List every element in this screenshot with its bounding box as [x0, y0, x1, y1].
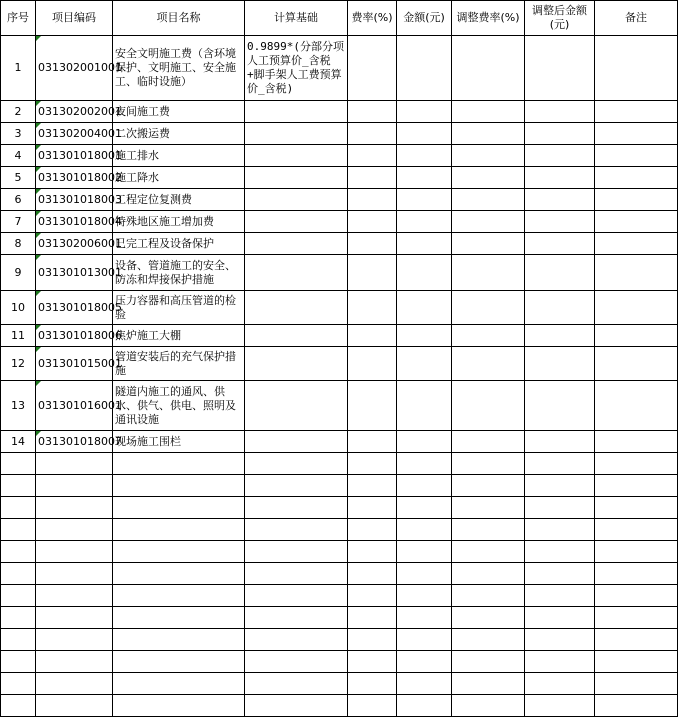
empty-row — [1, 541, 678, 563]
cell-adj-amount[interactable] — [525, 347, 595, 381]
comment-marker-icon — [36, 145, 41, 150]
header-basis[interactable]: 计算基础 — [245, 1, 348, 36]
cell-rate[interactable] — [348, 167, 397, 189]
empty-cell[interactable] — [595, 453, 678, 475]
cell-code[interactable] — [36, 291, 122, 325]
cell-rate[interactable] — [348, 291, 397, 325]
cell-code[interactable] — [36, 255, 122, 291]
cell-code-text: 031301018004 — [38, 214, 122, 228]
cell-rate[interactable] — [348, 123, 397, 145]
cell-adj-amount[interactable] — [525, 167, 595, 189]
cell-name[interactable]: 二次搬运费 — [113, 123, 245, 145]
cell-amount[interactable] — [397, 233, 452, 255]
empty-cell[interactable] — [595, 695, 678, 717]
empty-cell[interactable] — [452, 563, 525, 585]
cell-adj-rate[interactable] — [452, 211, 525, 233]
cell-rate[interactable] — [348, 325, 397, 347]
cell-adj-amount[interactable] — [525, 291, 595, 325]
cell-code-text: 031302001001 — [38, 61, 122, 74]
empty-cell[interactable] — [397, 651, 452, 673]
table-row — [1, 431, 678, 453]
cell-note[interactable] — [595, 291, 678, 325]
empty-cell[interactable] — [36, 519, 113, 541]
empty-cell[interactable] — [245, 475, 348, 497]
cell-code[interactable] — [36, 347, 122, 381]
empty-row — [1, 519, 678, 541]
cell-adj-amount[interactable] — [525, 325, 595, 347]
table-row — [1, 255, 678, 291]
empty-cell[interactable] — [1, 695, 36, 717]
empty-cell[interactable] — [595, 541, 678, 563]
cell-code[interactable] — [36, 167, 122, 189]
cell-rate[interactable] — [348, 255, 397, 291]
empty-cell[interactable] — [245, 563, 348, 585]
cell-amount[interactable] — [397, 431, 452, 453]
empty-cell[interactable] — [113, 695, 245, 717]
cell-adj-rate[interactable] — [452, 167, 525, 189]
cell-code[interactable] — [36, 211, 122, 233]
cell-adj-rate[interactable] — [452, 189, 525, 211]
cell-name[interactable]: 压力容器和高压管道的检验 — [113, 291, 245, 325]
cell-amount[interactable] — [397, 291, 452, 325]
empty-cell[interactable] — [1, 497, 36, 519]
cell-basis[interactable] — [245, 291, 348, 325]
cell-note[interactable] — [595, 145, 678, 167]
cell-name[interactable]: 焦炉施工大棚 — [113, 325, 245, 347]
comment-marker-icon — [36, 381, 41, 386]
empty-cell[interactable] — [348, 519, 397, 541]
empty-cell[interactable] — [113, 673, 245, 695]
header-amount[interactable]: 金额(元) — [397, 1, 452, 36]
empty-cell[interactable] — [397, 607, 452, 629]
cell-seq[interactable]: 14 — [1, 431, 36, 453]
header-name[interactable]: 项目名称 — [113, 1, 245, 36]
cell-seq[interactable]: 5 — [1, 167, 36, 189]
empty-cell[interactable] — [36, 453, 113, 475]
table-row — [1, 291, 678, 325]
table-row — [1, 233, 678, 255]
header-code[interactable]: 项目编码 — [36, 1, 113, 36]
comment-marker-icon — [36, 101, 41, 106]
empty-cell[interactable] — [397, 453, 452, 475]
cell-seq[interactable]: 8 — [1, 233, 36, 255]
empty-cell[interactable] — [452, 673, 525, 695]
cell-code-text: 031301015001 — [38, 356, 122, 370]
cell-adj-rate[interactable] — [452, 233, 525, 255]
cell-name[interactable]: 现场施工围栏 — [113, 431, 245, 453]
empty-cell[interactable] — [525, 541, 595, 563]
empty-cell[interactable] — [245, 453, 348, 475]
header-seq[interactable]: 序号 — [1, 1, 36, 36]
cell-adj-amount[interactable] — [525, 211, 595, 233]
empty-cell[interactable] — [452, 629, 525, 651]
empty-cell[interactable] — [595, 563, 678, 585]
cell-name[interactable]: 隧道内施工的通风、供水、供气、供电、照明及通讯设施 — [113, 381, 245, 431]
comment-marker-icon — [36, 255, 41, 260]
empty-cell[interactable] — [348, 541, 397, 563]
table-row — [1, 123, 678, 145]
cell-note[interactable] — [595, 233, 678, 255]
cell-rate[interactable] — [348, 211, 397, 233]
cell-code-text: 031301018001 — [38, 148, 122, 162]
empty-cell[interactable] — [113, 475, 245, 497]
cell-seq[interactable]: 7 — [1, 211, 36, 233]
cell-adj-amount[interactable] — [525, 101, 595, 123]
cell-amount[interactable] — [397, 189, 452, 211]
empty-row — [1, 651, 678, 673]
empty-cell[interactable] — [595, 629, 678, 651]
empty-cell[interactable] — [348, 695, 397, 717]
comment-marker-icon — [36, 291, 41, 296]
cell-name[interactable]: 夜间施工费 — [113, 101, 245, 123]
cell-rate[interactable] — [348, 233, 397, 255]
empty-cell[interactable] — [348, 651, 397, 673]
empty-cell[interactable] — [1, 519, 36, 541]
cell-rate[interactable] — [348, 381, 397, 431]
cell-seq[interactable]: 13 — [1, 381, 36, 431]
header-adj-amount[interactable]: 调整后金额(元) — [525, 1, 595, 36]
cell-adj-rate[interactable] — [452, 325, 525, 347]
cell-adj-rate[interactable] — [452, 123, 525, 145]
empty-row — [1, 563, 678, 585]
cell-basis[interactable] — [245, 255, 348, 291]
empty-row — [1, 607, 678, 629]
cell-note[interactable] — [595, 123, 678, 145]
cell-basis[interactable] — [245, 123, 348, 145]
cell-adj-amount[interactable] — [525, 36, 595, 101]
cell-code[interactable] — [36, 36, 122, 101]
cell-basis[interactable] — [245, 381, 348, 431]
cell-adj-rate[interactable] — [452, 347, 525, 381]
empty-cell[interactable] — [245, 585, 348, 607]
cell-seq[interactable]: 2 — [1, 101, 36, 123]
cell-note[interactable] — [595, 189, 678, 211]
empty-cell[interactable] — [525, 695, 595, 717]
cell-code[interactable] — [36, 325, 122, 347]
cell-seq[interactable]: 11 — [1, 325, 36, 347]
cell-note[interactable] — [595, 167, 678, 189]
empty-row — [1, 629, 678, 651]
empty-cell[interactable] — [397, 695, 452, 717]
empty-cell[interactable] — [113, 519, 245, 541]
table-row — [1, 36, 678, 101]
empty-cell[interactable] — [348, 475, 397, 497]
empty-cell[interactable] — [595, 497, 678, 519]
cell-seq[interactable]: 1 — [1, 36, 36, 101]
empty-cell[interactable] — [1, 453, 36, 475]
empty-cell[interactable] — [113, 607, 245, 629]
cell-amount[interactable] — [397, 211, 452, 233]
cell-adj-rate[interactable] — [452, 431, 525, 453]
cell-seq[interactable]: 10 — [1, 291, 36, 325]
empty-cell[interactable] — [348, 497, 397, 519]
empty-cell[interactable] — [36, 695, 113, 717]
table-row — [1, 325, 678, 347]
comment-marker-icon — [36, 347, 41, 352]
comment-marker-icon — [36, 431, 41, 436]
cell-code-text: 031301013001 — [38, 265, 122, 279]
cell-code-text: 031301018005 — [38, 300, 122, 314]
cell-name[interactable]: 已完工程及设备保护 — [113, 233, 245, 255]
empty-row — [1, 585, 678, 607]
empty-cell[interactable] — [1, 673, 36, 695]
empty-cell[interactable] — [1, 585, 36, 607]
empty-cell[interactable] — [595, 607, 678, 629]
empty-cell[interactable] — [113, 541, 245, 563]
cell-note[interactable] — [595, 255, 678, 291]
cell-rate[interactable] — [348, 189, 397, 211]
cell-adj-rate[interactable] — [452, 145, 525, 167]
empty-cell[interactable] — [525, 585, 595, 607]
cell-code[interactable] — [36, 431, 122, 453]
cell-amount[interactable] — [397, 325, 452, 347]
empty-cell[interactable] — [36, 629, 113, 651]
empty-cell[interactable] — [397, 475, 452, 497]
cell-adj-rate[interactable] — [452, 36, 525, 101]
empty-cell[interactable] — [595, 673, 678, 695]
cell-name[interactable]: 工程定位复测费 — [113, 189, 245, 211]
cell-basis[interactable] — [245, 347, 348, 381]
empty-cell[interactable] — [113, 651, 245, 673]
empty-cell[interactable] — [245, 497, 348, 519]
comment-marker-icon — [36, 233, 41, 238]
cell-amount[interactable] — [397, 255, 452, 291]
empty-cell[interactable] — [525, 607, 595, 629]
empty-cell[interactable] — [36, 563, 113, 585]
empty-cell[interactable] — [245, 651, 348, 673]
cell-note[interactable] — [595, 211, 678, 233]
empty-cell[interactable] — [525, 519, 595, 541]
cell-note[interactable] — [595, 36, 678, 101]
empty-cell[interactable] — [595, 475, 678, 497]
empty-cell[interactable] — [525, 673, 595, 695]
empty-row — [1, 497, 678, 519]
table-row — [1, 101, 678, 123]
cell-seq[interactable]: 4 — [1, 145, 36, 167]
cell-adj-rate[interactable] — [452, 101, 525, 123]
empty-cell[interactable] — [36, 475, 113, 497]
empty-cell[interactable] — [113, 563, 245, 585]
cell-code[interactable] — [36, 101, 122, 123]
empty-cell[interactable] — [245, 673, 348, 695]
empty-row — [1, 475, 678, 497]
empty-cell[interactable] — [452, 607, 525, 629]
empty-cell[interactable] — [348, 673, 397, 695]
cell-code[interactable] — [36, 381, 122, 431]
cell-adj-amount[interactable] — [525, 381, 595, 431]
empty-cell[interactable] — [452, 651, 525, 673]
cell-amount[interactable] — [397, 123, 452, 145]
cell-amount[interactable] — [397, 101, 452, 123]
comment-marker-icon — [36, 36, 41, 41]
cell-code[interactable] — [36, 189, 122, 211]
cell-code-text: 031302004001 — [38, 126, 122, 140]
cell-note[interactable] — [595, 325, 678, 347]
comment-marker-icon — [36, 167, 41, 172]
table-row — [1, 145, 678, 167]
empty-cell[interactable] — [1, 541, 36, 563]
empty-cell[interactable] — [1, 607, 36, 629]
empty-cell[interactable] — [452, 453, 525, 475]
empty-cell[interactable] — [113, 585, 245, 607]
cell-adj-amount[interactable] — [525, 255, 595, 291]
header-note[interactable]: 备注 — [595, 1, 678, 36]
empty-cell[interactable] — [397, 497, 452, 519]
cell-seq[interactable]: 12 — [1, 347, 36, 381]
cell-name[interactable]: 设备、管道施工的安全、防冻和焊接保护措施 — [113, 255, 245, 291]
empty-cell[interactable] — [113, 497, 245, 519]
empty-cell[interactable] — [348, 563, 397, 585]
cell-code[interactable] — [36, 145, 122, 167]
cell-basis[interactable] — [245, 325, 348, 347]
empty-cell[interactable] — [245, 519, 348, 541]
cell-name[interactable]: 施工降水 — [113, 167, 245, 189]
empty-row — [1, 673, 678, 695]
empty-cell[interactable] — [36, 497, 113, 519]
table-row — [1, 347, 678, 381]
cell-code-text: 031301018006 — [38, 328, 122, 342]
empty-row — [1, 695, 678, 717]
empty-cell[interactable] — [36, 585, 113, 607]
empty-cell[interactable] — [525, 497, 595, 519]
cell-name[interactable]: 特殊地区施工增加费 — [113, 211, 245, 233]
cell-adj-amount[interactable] — [525, 123, 595, 145]
empty-cell[interactable] — [245, 629, 348, 651]
empty-cell[interactable] — [1, 651, 36, 673]
table-row — [1, 167, 678, 189]
cell-code[interactable] — [36, 123, 122, 145]
cell-note[interactable] — [595, 381, 678, 431]
empty-cell[interactable] — [36, 607, 113, 629]
empty-cell[interactable] — [348, 585, 397, 607]
cell-seq[interactable]: 9 — [1, 255, 36, 291]
cell-adj-amount[interactable] — [525, 233, 595, 255]
cell-adj-amount[interactable] — [525, 145, 595, 167]
cell-basis[interactable] — [245, 431, 348, 453]
cell-amount[interactable] — [397, 381, 452, 431]
empty-cell[interactable] — [397, 585, 452, 607]
cell-note[interactable] — [595, 431, 678, 453]
empty-cell[interactable] — [397, 629, 452, 651]
comment-marker-icon — [36, 123, 41, 128]
empty-cell[interactable] — [595, 651, 678, 673]
empty-cell[interactable] — [525, 563, 595, 585]
cell-adj-rate[interactable] — [452, 381, 525, 431]
empty-cell[interactable] — [397, 563, 452, 585]
cell-note[interactable] — [595, 347, 678, 381]
cell-code-text: 031301016001 — [38, 398, 122, 412]
empty-cell[interactable] — [397, 519, 452, 541]
header-adj-rate[interactable]: 调整费率(%) — [452, 1, 525, 36]
empty-cell[interactable] — [1, 475, 36, 497]
cell-name[interactable]: 管道安装后的充气保护措施 — [113, 347, 245, 381]
cell-basis[interactable] — [245, 145, 348, 167]
empty-cell[interactable] — [113, 453, 245, 475]
empty-cell[interactable] — [1, 563, 36, 585]
empty-cell[interactable] — [36, 651, 113, 673]
cell-seq[interactable]: 3 — [1, 123, 36, 145]
cell-amount[interactable] — [397, 36, 452, 101]
cell-code-text: 031301018007 — [38, 434, 122, 448]
comment-marker-icon — [36, 211, 41, 216]
comment-marker-icon — [36, 189, 41, 194]
cell-adj-rate[interactable] — [452, 255, 525, 291]
cell-code-text: 031302006001 — [38, 236, 122, 250]
cell-code[interactable] — [36, 233, 122, 255]
table-row — [1, 381, 678, 431]
cell-rate[interactable] — [348, 347, 397, 381]
empty-cell[interactable] — [525, 651, 595, 673]
empty-cell[interactable] — [348, 629, 397, 651]
table-row — [1, 189, 678, 211]
empty-cell[interactable] — [525, 453, 595, 475]
header-rate[interactable]: 费率(%) — [348, 1, 397, 36]
empty-cell[interactable] — [452, 497, 525, 519]
empty-cell[interactable] — [348, 453, 397, 475]
empty-cell[interactable] — [36, 541, 113, 563]
cell-name[interactable]: 施工排水 — [113, 145, 245, 167]
empty-cell[interactable] — [36, 673, 113, 695]
empty-cell[interactable] — [452, 695, 525, 717]
empty-cell[interactable] — [245, 541, 348, 563]
header-row — [1, 1, 678, 36]
cell-adj-amount[interactable] — [525, 431, 595, 453]
empty-cell[interactable] — [397, 673, 452, 695]
cell-amount[interactable] — [397, 145, 452, 167]
empty-cell[interactable] — [452, 519, 525, 541]
cell-note[interactable] — [595, 101, 678, 123]
empty-cell[interactable] — [348, 607, 397, 629]
table-row — [1, 211, 678, 233]
cell-code-text: 031301018002 — [38, 170, 122, 184]
cell-rate[interactable] — [348, 101, 397, 123]
empty-cell[interactable] — [452, 475, 525, 497]
empty-cell[interactable] — [245, 607, 348, 629]
cell-basis[interactable] — [245, 211, 348, 233]
cell-seq[interactable]: 6 — [1, 189, 36, 211]
empty-cell[interactable] — [245, 695, 348, 717]
empty-cell[interactable] — [525, 629, 595, 651]
empty-cell[interactable] — [113, 629, 245, 651]
cell-rate[interactable] — [348, 36, 397, 101]
cell-basis[interactable]: 0.9899*(分部分项人工预算价_含税+脚手架人工费预算价_含税) — [245, 36, 348, 101]
comment-marker-icon — [36, 325, 41, 330]
cell-basis[interactable] — [245, 167, 348, 189]
cell-basis[interactable] — [245, 101, 348, 123]
empty-cell[interactable] — [525, 475, 595, 497]
empty-cell[interactable] — [1, 629, 36, 651]
empty-cell[interactable] — [595, 519, 678, 541]
empty-row — [1, 453, 678, 475]
empty-cell[interactable] — [452, 541, 525, 563]
empty-cell[interactable] — [397, 541, 452, 563]
cell-code-text: 031301018003 — [38, 192, 122, 206]
cell-basis[interactable] — [245, 189, 348, 211]
cell-name[interactable]: 安全文明施工费（含环境保护、文明施工、安全施工、临时设施） — [113, 36, 245, 101]
cell-amount[interactable] — [397, 347, 452, 381]
cell-rate[interactable] — [348, 145, 397, 167]
empty-cell[interactable] — [452, 585, 525, 607]
empty-cell[interactable] — [595, 585, 678, 607]
cell-basis[interactable] — [245, 233, 348, 255]
cell-adj-rate[interactable] — [452, 291, 525, 325]
cell-code-text: 031302002001 — [38, 104, 122, 118]
cell-adj-amount[interactable] — [525, 189, 595, 211]
cell-amount[interactable] — [397, 167, 452, 189]
cell-rate[interactable] — [348, 431, 397, 453]
